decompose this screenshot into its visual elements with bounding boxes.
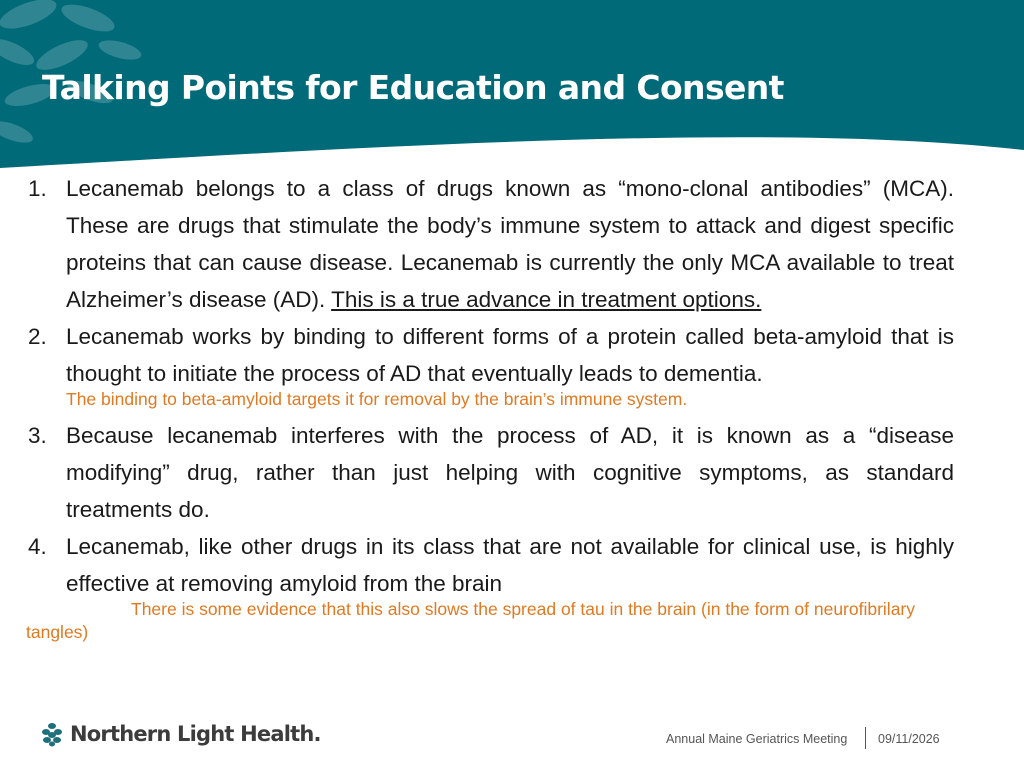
item-number: 4. (28, 534, 47, 559)
logo-text: Northern Light Health. (70, 722, 321, 746)
slide-title: Talking Points for Education and Consent (42, 68, 784, 107)
title-banner (0, 0, 1024, 180)
item-text: Lecanemab works by binding to different forms of a protein called beta-amyloid that is thought to initiate the process of AD that eventually leads to dementia. (66, 324, 954, 386)
orange-note: There is some evidence that this also slows the spread of tau in the brain (in the form of neurofibrilary tangles) (26, 599, 916, 642)
list-item (0, 170, 1024, 318)
item-number: 2. (28, 324, 47, 349)
meeting-name: Annual Maine Geriatrics Meeting (666, 732, 848, 746)
emphasis-text: This is a true advance in treatment options. (331, 287, 762, 312)
list-item (0, 417, 1024, 528)
pinecone-icon (40, 721, 64, 747)
item-number: 3. (28, 423, 47, 448)
list-item (0, 528, 1024, 602)
meeting-date: 09/11/2026 (878, 732, 940, 746)
item-text: Because lecanemab interferes with the process of AD, it is known as a “disease modifying” drug, rather than just helping with cognitive symptoms, as standard treatments do. (66, 423, 954, 522)
talking-points-list (0, 170, 1024, 644)
footer-divider (865, 727, 866, 749)
list-item (0, 318, 1024, 392)
item-text: Lecanemab, like other drugs in its class that are not available for clinical use, is highly effective at removing amyloid from the brain (66, 534, 954, 596)
slide-footer (0, 715, 1024, 765)
northern-light-logo (40, 721, 321, 747)
item-text: Lecanemab belongs to a class of drugs known as “mono-clonal antibodies” (MCA). These are drugs that stimulate the body’s immune system to attack and digest specific proteins that can cause disease. Lecanemab is currently the only MCA available to treat Alzheimer’s disease (AD). (66, 176, 954, 312)
item-number: 1. (28, 176, 47, 201)
orange-note: The binding to beta-amyloid targets it for removal by the brain’s immune system. (66, 389, 688, 409)
